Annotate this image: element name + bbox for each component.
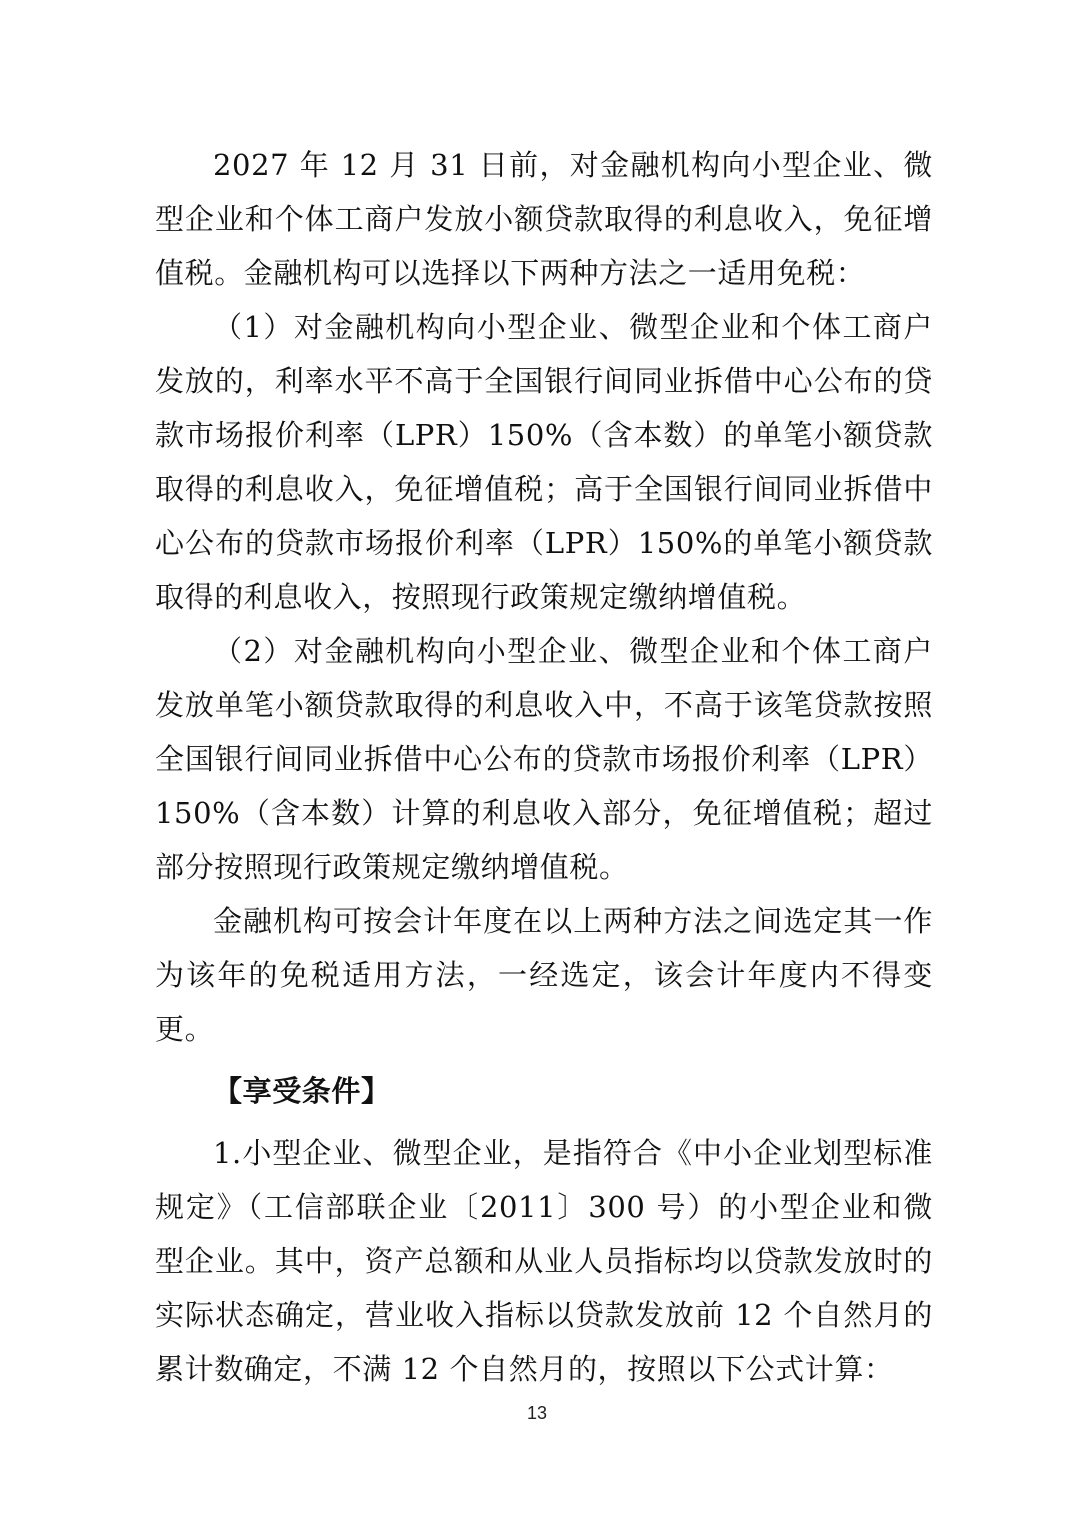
paragraph-condition-1: 1.小型企业、微型企业，是指符合《中小企业划型标准规定》（工信部联企业〔2011〕300 号）的小型企业和微型企业。其中，资产总额和从业人员指标均以贷款发放时的实际状态确定，营业收入指标以贷款发放前 12 个自然月的累计数确定，不满 12 个自然月的，按照以下公式计算： [155, 1136, 933, 1386]
section-heading-conditions: 【享受条件】 [213, 1074, 391, 1108]
paragraph-method-2: （2）对金融机构向小型企业、微型企业和个体工商户发放单笔小额贷款取得的利息收入中，不高于该笔贷款按照全国银行间同业拆借中心公布的贷款市场报价利率（LPR）150%（含本数）计算的利息收入部分，免征增值税；超过部分按照现行政策规定缴纳增值税。 [155, 634, 933, 884]
page-number: 13 [526, 1403, 548, 1423]
document-body [155, 138, 933, 1396]
paragraph-method-1: （1）对金融机构向小型企业、微型企业和个体工商户发放的，利率水平不高于全国银行间同业拆借中心公布的贷款市场报价利率（LPR）150%（含本数）的单笔小额贷款取得的利息收入，免征增值税；高于全国银行间同业拆借中心公布的贷款市场报价利率（LPR）150%的单笔小额贷款取得的利息收入，按照现行政策规定缴纳增值税。 [155, 310, 933, 614]
paragraph-method-selection: 金融机构可按会计年度在以上两种方法之间选定其一作为该年的免税适用方法，一经选定，该会计年度内不得变更。 [155, 904, 933, 1046]
paragraph-exemption-intro: 2027 年 12 月 31 日前，对金融机构向小型企业、微型企业和个体工商户发放小额贷款取得的利息收入，免征增值税。金融机构可以选择以下两种方法之一适用免税： [155, 148, 933, 290]
